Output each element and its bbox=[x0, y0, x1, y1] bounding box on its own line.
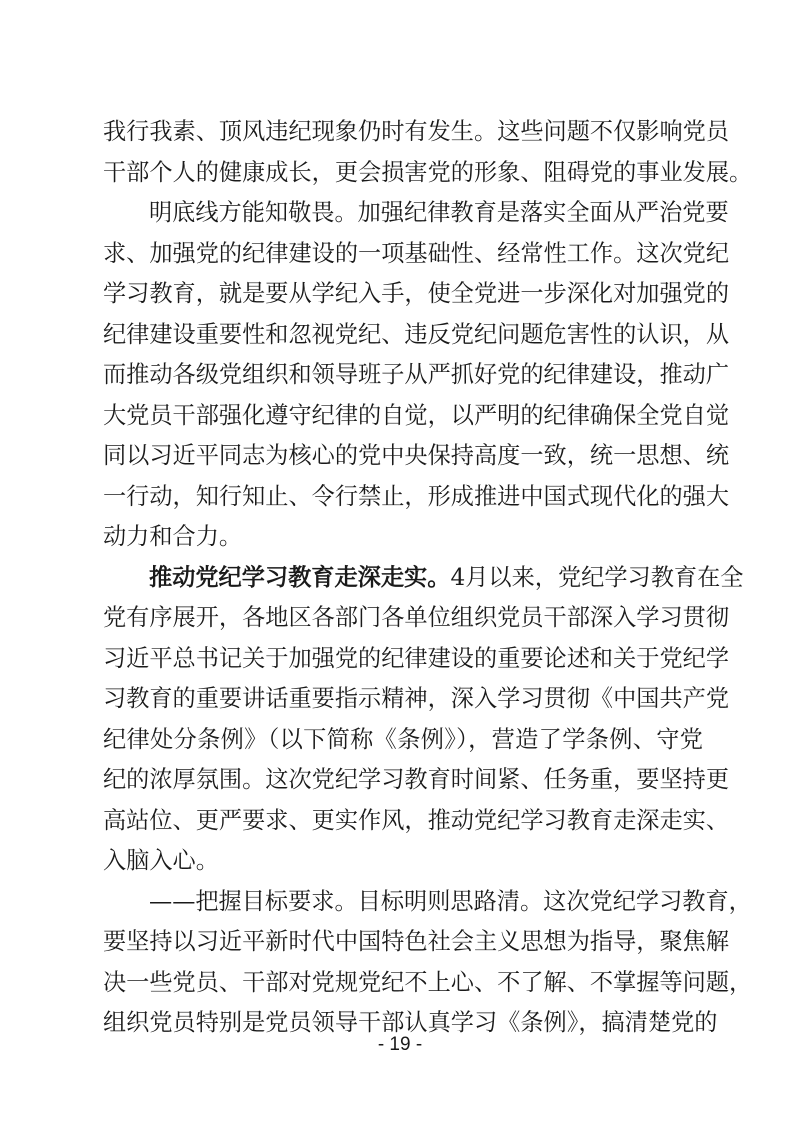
text-line bbox=[149, 558, 744, 598]
text-line: 要坚持以习近平新时代中国特色社会主义思想为指导，聚焦解 bbox=[103, 928, 730, 955]
section-heading: 推动党纪学习教育走深走实。 bbox=[149, 563, 451, 591]
text-line: 决一些党员、干部对党规党纪不上心、不了解、不掌握等问题， bbox=[103, 968, 753, 996]
text-line: 学习教育，就是要从学纪入手，使全党进一步深化对加强党的 bbox=[103, 280, 730, 307]
text-span: 4月以来，党纪学习教育在全 bbox=[450, 563, 744, 591]
text-line: 我行我素、顶风违纪现象仍时有发生。这些问题不仅影响党员 bbox=[103, 118, 730, 145]
text-line: 一行动，知行知止、令行禁止，形成推进中国式现代化的强大 bbox=[103, 482, 730, 510]
text-line: 纪律建设重要性和忽视党纪、违反党纪问题危害性的认识，从 bbox=[103, 320, 730, 348]
text-line: 纪律处分条例》（以下简称《条例》），营造了学条例、守党 bbox=[103, 725, 703, 753]
text-line: 党有序展开，各地区各部门各单位组织党员干部深入学习贯彻 bbox=[103, 604, 730, 631]
text-line: 动力和合力。 bbox=[103, 523, 243, 550]
text-line: 求、加强党的纪律建设的一项基础性、经常性工作。这次党纪 bbox=[103, 239, 730, 267]
text-line: 明底线方能知敬畏。加强纪律教育是落实全面从严治党要 bbox=[149, 199, 729, 226]
text-line: 高站位、更严要求、更实作风，推动党纪学习教育走深走实、 bbox=[103, 806, 730, 834]
text-line: 入脑入心。 bbox=[103, 847, 219, 874]
text-line: 而推动各级党组织和领导班子从严抓好党的纪律建设，推动广 bbox=[103, 361, 730, 388]
text-line: 组织党员特别是党员领导干部认真学习《条例》，搞清楚党的 bbox=[103, 1009, 718, 1036]
text-line: 习近平总书记关于加强党的纪律建设的重要论述和关于党纪学 bbox=[103, 644, 730, 672]
page-number: - 19 - bbox=[377, 1034, 423, 1055]
text-line: 同以习近平同志为核心的党中央保持高度一致，统一思想、统 bbox=[103, 442, 730, 469]
text-line: 纪的浓厚氛围。这次党纪学习教育时间紧、任务重，要坚持更 bbox=[103, 766, 730, 793]
text-line: 大党员干部强化遵守纪律的自觉，以严明的纪律确保全党自觉 bbox=[103, 401, 730, 429]
text-line: 习教育的重要讲话重要指示精神，深入学习贯彻《中国共产党 bbox=[103, 685, 730, 712]
text-line: ——把握目标要求。目标明则思路清。这次党纪学习教育， bbox=[149, 887, 752, 915]
text-line: 干部个人的健康成长，更会损害党的形象、阻碍党的事业发展。 bbox=[103, 158, 753, 186]
